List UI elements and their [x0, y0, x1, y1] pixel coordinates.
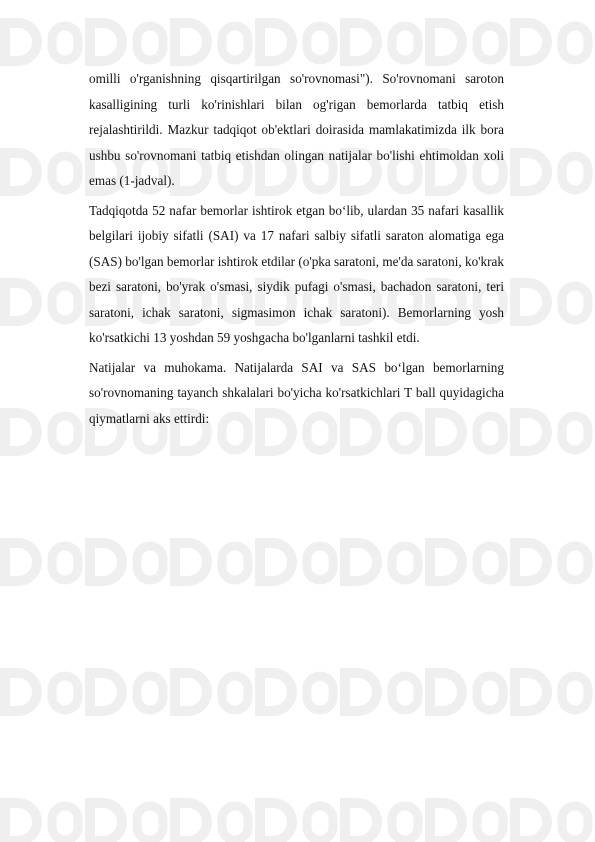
watermark-icon [510, 18, 588, 66]
watermark-icon [170, 668, 248, 716]
watermark-icon [85, 18, 163, 66]
watermark-icon [255, 668, 333, 716]
watermark-icon [510, 148, 588, 196]
watermark-icon [510, 278, 588, 326]
watermark-icon [510, 538, 588, 586]
watermark-icon [255, 18, 333, 66]
watermark-icon [510, 798, 588, 842]
watermark-icon [0, 148, 78, 196]
watermark-icon [0, 538, 78, 586]
watermark-icon [85, 798, 163, 842]
watermark-icon [0, 408, 78, 456]
paragraph-intro: omilli o'rganishning qisqartirilgan so'rovnomasi"). So'rovnomani saroton kasalligining turli ko'rinishlari bilan og'rigan bemorlarda tatbiq etish rejalashtirildi. Mazkur tadqiqot ob'ektlari doirasida mamlakatimizda ilk bora ushbu so'rovnomani tatbiq etishdan olingan natijalar bo'lishi ehtimoldan xoli emas (1-jadval). [89, 71, 504, 188]
watermark-icon [85, 668, 163, 716]
watermark-icon [0, 668, 78, 716]
document-body [89, 66, 504, 435]
watermark-icon [170, 538, 248, 586]
watermark-icon [425, 798, 503, 842]
watermark-icon [0, 18, 78, 66]
watermark-icon [170, 798, 248, 842]
watermark-icon [170, 18, 248, 66]
watermark-icon [340, 18, 418, 66]
paragraph-participants: Tadqiqotda 52 nafar bemorlar ishtirok etgan bo‘lib, ulardan 35 nafari kasallik belgilari ijobiy sifatli (SAI) va 17 nafari salbiy sifatli saraton alomatiga ega (SAS) bo'lgan bemorlar ishtirok etdilar (o'pka saratoni, me'da saratoni, ko'krak bezi saratoni, bo'yrak o'smasi, siydik pufagi o'smasi, bachadon saratoni, teri saratoni, ichak saratoni, sigmasimon ichak saratoni). Bemorlarning yosh ko'rsatkichi 13 yoshdan 59 yoshgacha bo'lganlarni tashkil etdi. [89, 202, 504, 345]
watermark-icon [425, 668, 503, 716]
watermark-icon [85, 538, 163, 586]
watermark-icon [255, 538, 333, 586]
watermark-icon [510, 668, 588, 716]
watermark-icon [0, 798, 78, 842]
watermark-icon [425, 18, 503, 66]
watermark-icon [340, 538, 418, 586]
watermark-icon [340, 798, 418, 842]
watermark-icon [255, 798, 333, 842]
paragraph-results: Natijalar va muhokama. Natijalarda SAI va SAS bo‘lgan bemorlarning so'rovnomaning tayanch shkalalari bo'yicha ko'rsatkichlari T ball quyidagicha qiymatlarni aks ettirdi: [89, 359, 504, 426]
watermark-icon [340, 668, 418, 716]
watermark-icon [510, 408, 588, 456]
watermark-icon [0, 278, 78, 326]
watermark-icon [425, 538, 503, 586]
